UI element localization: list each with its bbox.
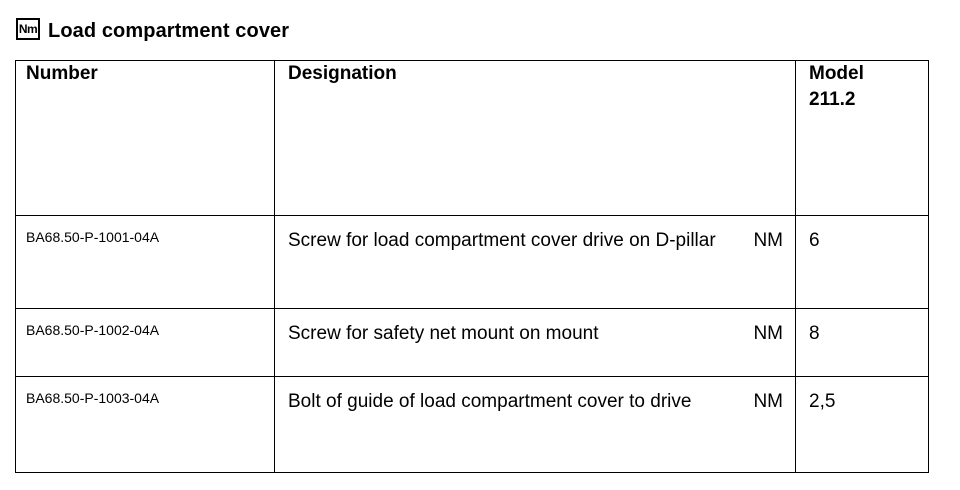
row-unit: NM	[753, 230, 783, 251]
column-header-designation: Designation	[275, 61, 796, 216]
table-header-row	[16, 61, 929, 216]
row-value: 2,5	[796, 377, 929, 473]
model-code: 211.2	[809, 89, 856, 110]
row-unit: NM	[753, 323, 783, 344]
section-heading	[16, 16, 289, 46]
table-row	[16, 216, 929, 309]
row-number: BA68.50-P-1003-04A	[16, 377, 275, 473]
row-designation: Screw for load compartment cover drive on D-pillar	[288, 230, 716, 251]
row-designation-cell	[275, 377, 796, 473]
row-designation: Bolt of guide of load compartment cover to drive	[288, 391, 692, 412]
row-number: BA68.50-P-1001-04A	[16, 216, 275, 309]
row-designation-cell	[275, 216, 796, 309]
column-header-model	[796, 61, 929, 216]
row-designation: Screw for safety net mount on mount	[288, 323, 599, 344]
column-header-number: Number	[16, 61, 275, 216]
row-designation-cell	[275, 309, 796, 377]
row-number: BA68.50-P-1002-04A	[16, 309, 275, 377]
torque-spec-table	[15, 60, 929, 473]
page-title: Load compartment cover	[48, 19, 290, 42]
torque-nm-icon: Nm	[16, 18, 40, 40]
model-label: Model	[809, 63, 864, 84]
table-row	[16, 377, 929, 473]
table-row	[16, 309, 929, 377]
row-value: 8	[796, 309, 929, 377]
row-value: 6	[796, 216, 929, 309]
row-unit: NM	[753, 391, 783, 412]
